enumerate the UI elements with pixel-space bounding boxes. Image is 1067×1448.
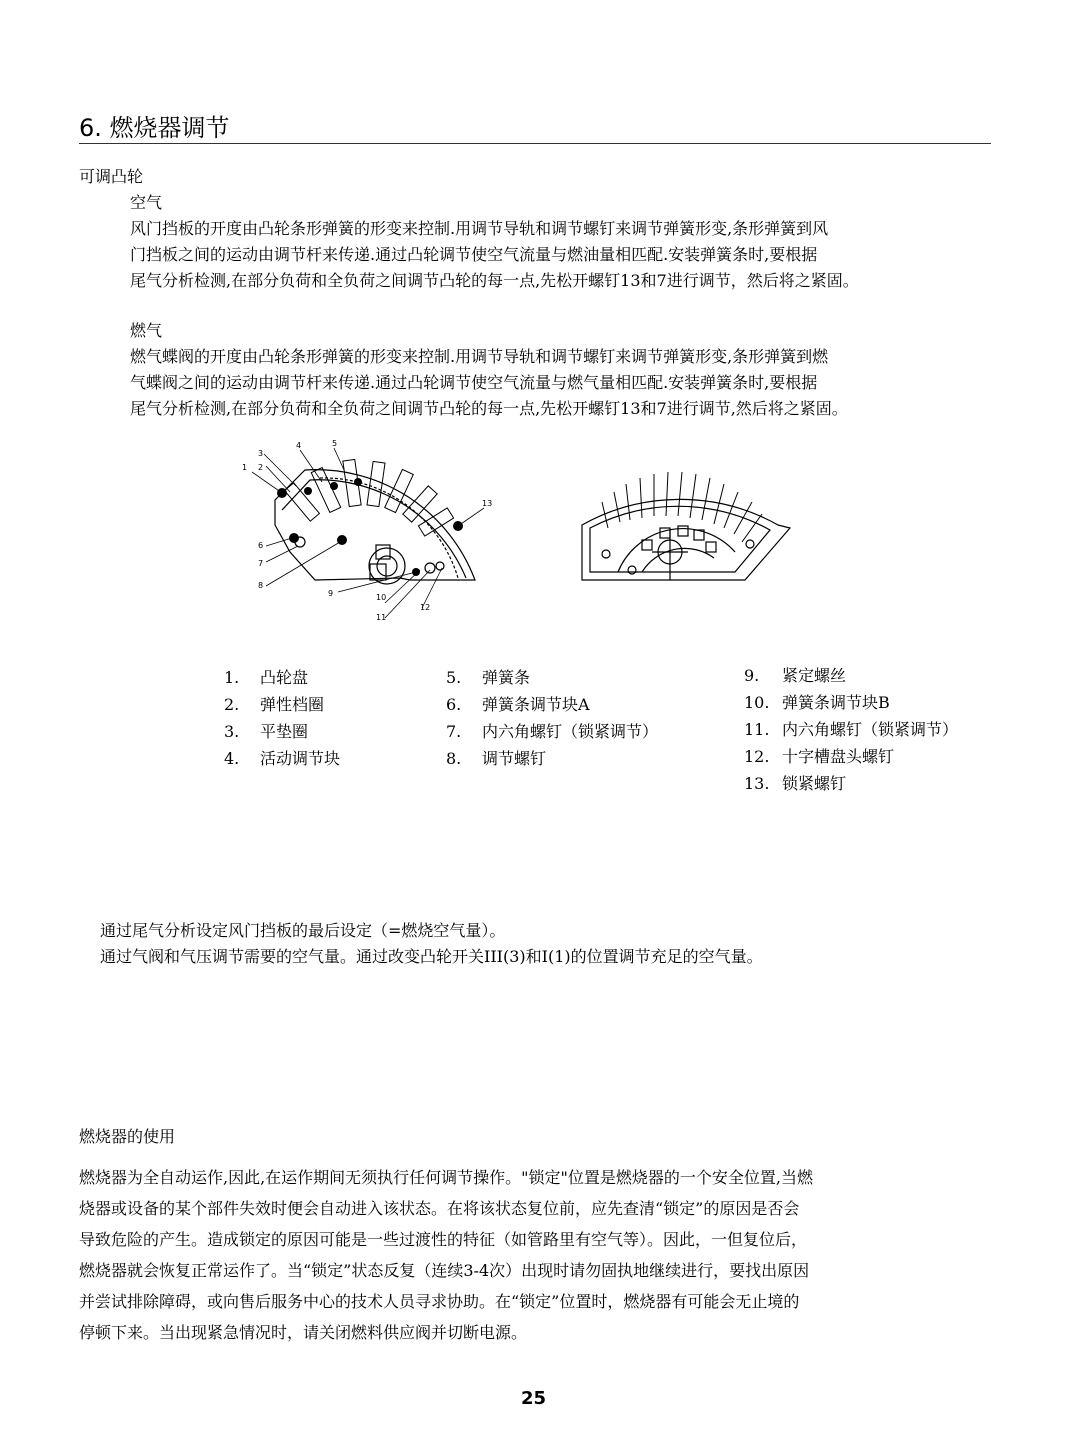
- usage-line: 导致危险的产生。造成锁定的原因可能是一些过渡性的特征（如管路里有空气等）。因此，一但复位后，: [79, 1230, 808, 1249]
- setting-line: 通过尾气分析设定风门挡板的最后设定（=燃烧空气量）。: [100, 921, 506, 940]
- callout-8: 8: [258, 581, 264, 590]
- legend-item: 3. 平垫圈: [224, 722, 309, 741]
- cam-diagram: [230, 430, 800, 630]
- usage-line: 并尝试排除障碍，或向售后服务中心的技术人员寻求协助。在“锁定”位置时，燃烧器有可能会无止境的: [79, 1292, 800, 1311]
- legend-item: 2. 弹性档圈: [224, 695, 325, 714]
- usage-line: 燃烧器为全自动运作,因此,在运作期间无须执行任何调节操作。"锁定"位置是燃烧器的一个安全位置,当燃: [79, 1168, 813, 1187]
- legend-item: 1. 凸轮盘: [224, 668, 309, 687]
- callout-6: 6: [258, 541, 264, 550]
- legend-item: 13. 锁紧螺钉: [744, 774, 847, 793]
- callout-11: 11: [376, 613, 387, 622]
- section-title: 6. 燃烧器调节: [79, 114, 230, 142]
- legend-item: 12. 十字槽盘头螺钉: [744, 747, 895, 766]
- legend-item: 5. 弹簧条: [446, 668, 531, 687]
- usage-paragraph: [79, 1162, 813, 1348]
- callout-7: 7: [258, 559, 264, 568]
- callout-5: 5: [332, 439, 338, 448]
- callout-12: 12: [420, 603, 431, 612]
- page-number: 25: [520, 1388, 547, 1409]
- air-label: 空气: [130, 193, 163, 212]
- air-paragraph: [130, 216, 859, 294]
- legend-column-2: [446, 664, 658, 772]
- cam-front-view: [242, 439, 492, 622]
- gas-paragraph: [130, 344, 848, 422]
- gas-label: 燃气: [130, 321, 163, 340]
- setting-line: 通过气阀和气压调节需要的空气量。通过改变凸轮开关III(3)和Ⅰ(1)的位置调节充足的空气量。: [100, 947, 763, 966]
- air-line: 风门挡板的开度由凸轮条形弹簧的形变来控制.用调节导轨和调节螺钉来调节弹簧形变,条形弹簧到风: [130, 219, 829, 238]
- legend-item: 4. 活动调节块: [224, 749, 341, 768]
- callout-2: 2: [258, 463, 264, 472]
- legend-column-1: [224, 664, 340, 772]
- usage-line: 烧器或设备的某个部件失效时便会自动进入该状态。在将该状态复位前，应先查清“锁定”的原因是否会: [79, 1199, 800, 1218]
- gas-line: 尾气分析检测,在部分负荷和全负荷之间调节凸轮的每一点,先松开螺钉13和7进行调节,然后将之紧固。: [130, 399, 848, 418]
- legend-item: 6. 弹簧条调节块A: [446, 695, 590, 714]
- usage-line: 燃烧器就会恢复正常运作了。当“锁定”状态反复（连续3-4次）出现时请勿固执地继续进行，要找出原因: [79, 1261, 810, 1280]
- setting-paragraph: [100, 918, 763, 970]
- callout-3: 3: [258, 449, 264, 458]
- legend-column-3: [744, 662, 958, 797]
- usage-line: 停顿下来。当出现紧急情况时，请关闭燃料供应阀并切断电源。: [79, 1323, 528, 1342]
- callout-4: 4: [296, 441, 302, 450]
- usage-heading: 燃烧器的使用: [79, 1127, 176, 1146]
- cam-back-view: [582, 472, 790, 580]
- air-line: 尾气分析检测,在部分负荷和全负荷之间调节凸轮的每一点,先松开螺钉13和7进行调节，然后将之紧固。: [130, 271, 859, 290]
- air-line: 门挡板之间的运动由调节杆来传递.通过凸轮调节使空气流量与燃油量相匹配.安装弹簧条时,要根据: [130, 245, 818, 264]
- gas-line: 燃气蝶阀的开度由凸轮条形弹簧的形变来控制.用调节导轨和调节螺钉来调节弹簧形变,条形弹簧到燃: [130, 347, 829, 366]
- legend-item: 8. 调节螺钉: [446, 749, 547, 768]
- callout-1: 1: [242, 463, 248, 472]
- legend-item: 10. 弹簧条调节块B: [744, 693, 890, 712]
- gas-line: 气蝶阀之间的运动由调节杆来传递.通过凸轮调节使空气流量与燃气量相匹配.安装弹簧条时,要根据: [130, 373, 818, 392]
- cam-heading: 可调凸轮: [79, 167, 144, 186]
- callout-10: 10: [376, 593, 387, 602]
- callout-9: 9: [328, 589, 334, 598]
- legend-item: 11. 内六角螺钉（锁紧调节）: [744, 720, 959, 739]
- legend-item: 9. 紧定螺丝: [744, 666, 847, 685]
- legend-item: 7. 内六角螺钉（锁紧调节）: [446, 722, 659, 741]
- title-divider: [79, 143, 991, 144]
- callout-13: 13: [482, 499, 493, 508]
